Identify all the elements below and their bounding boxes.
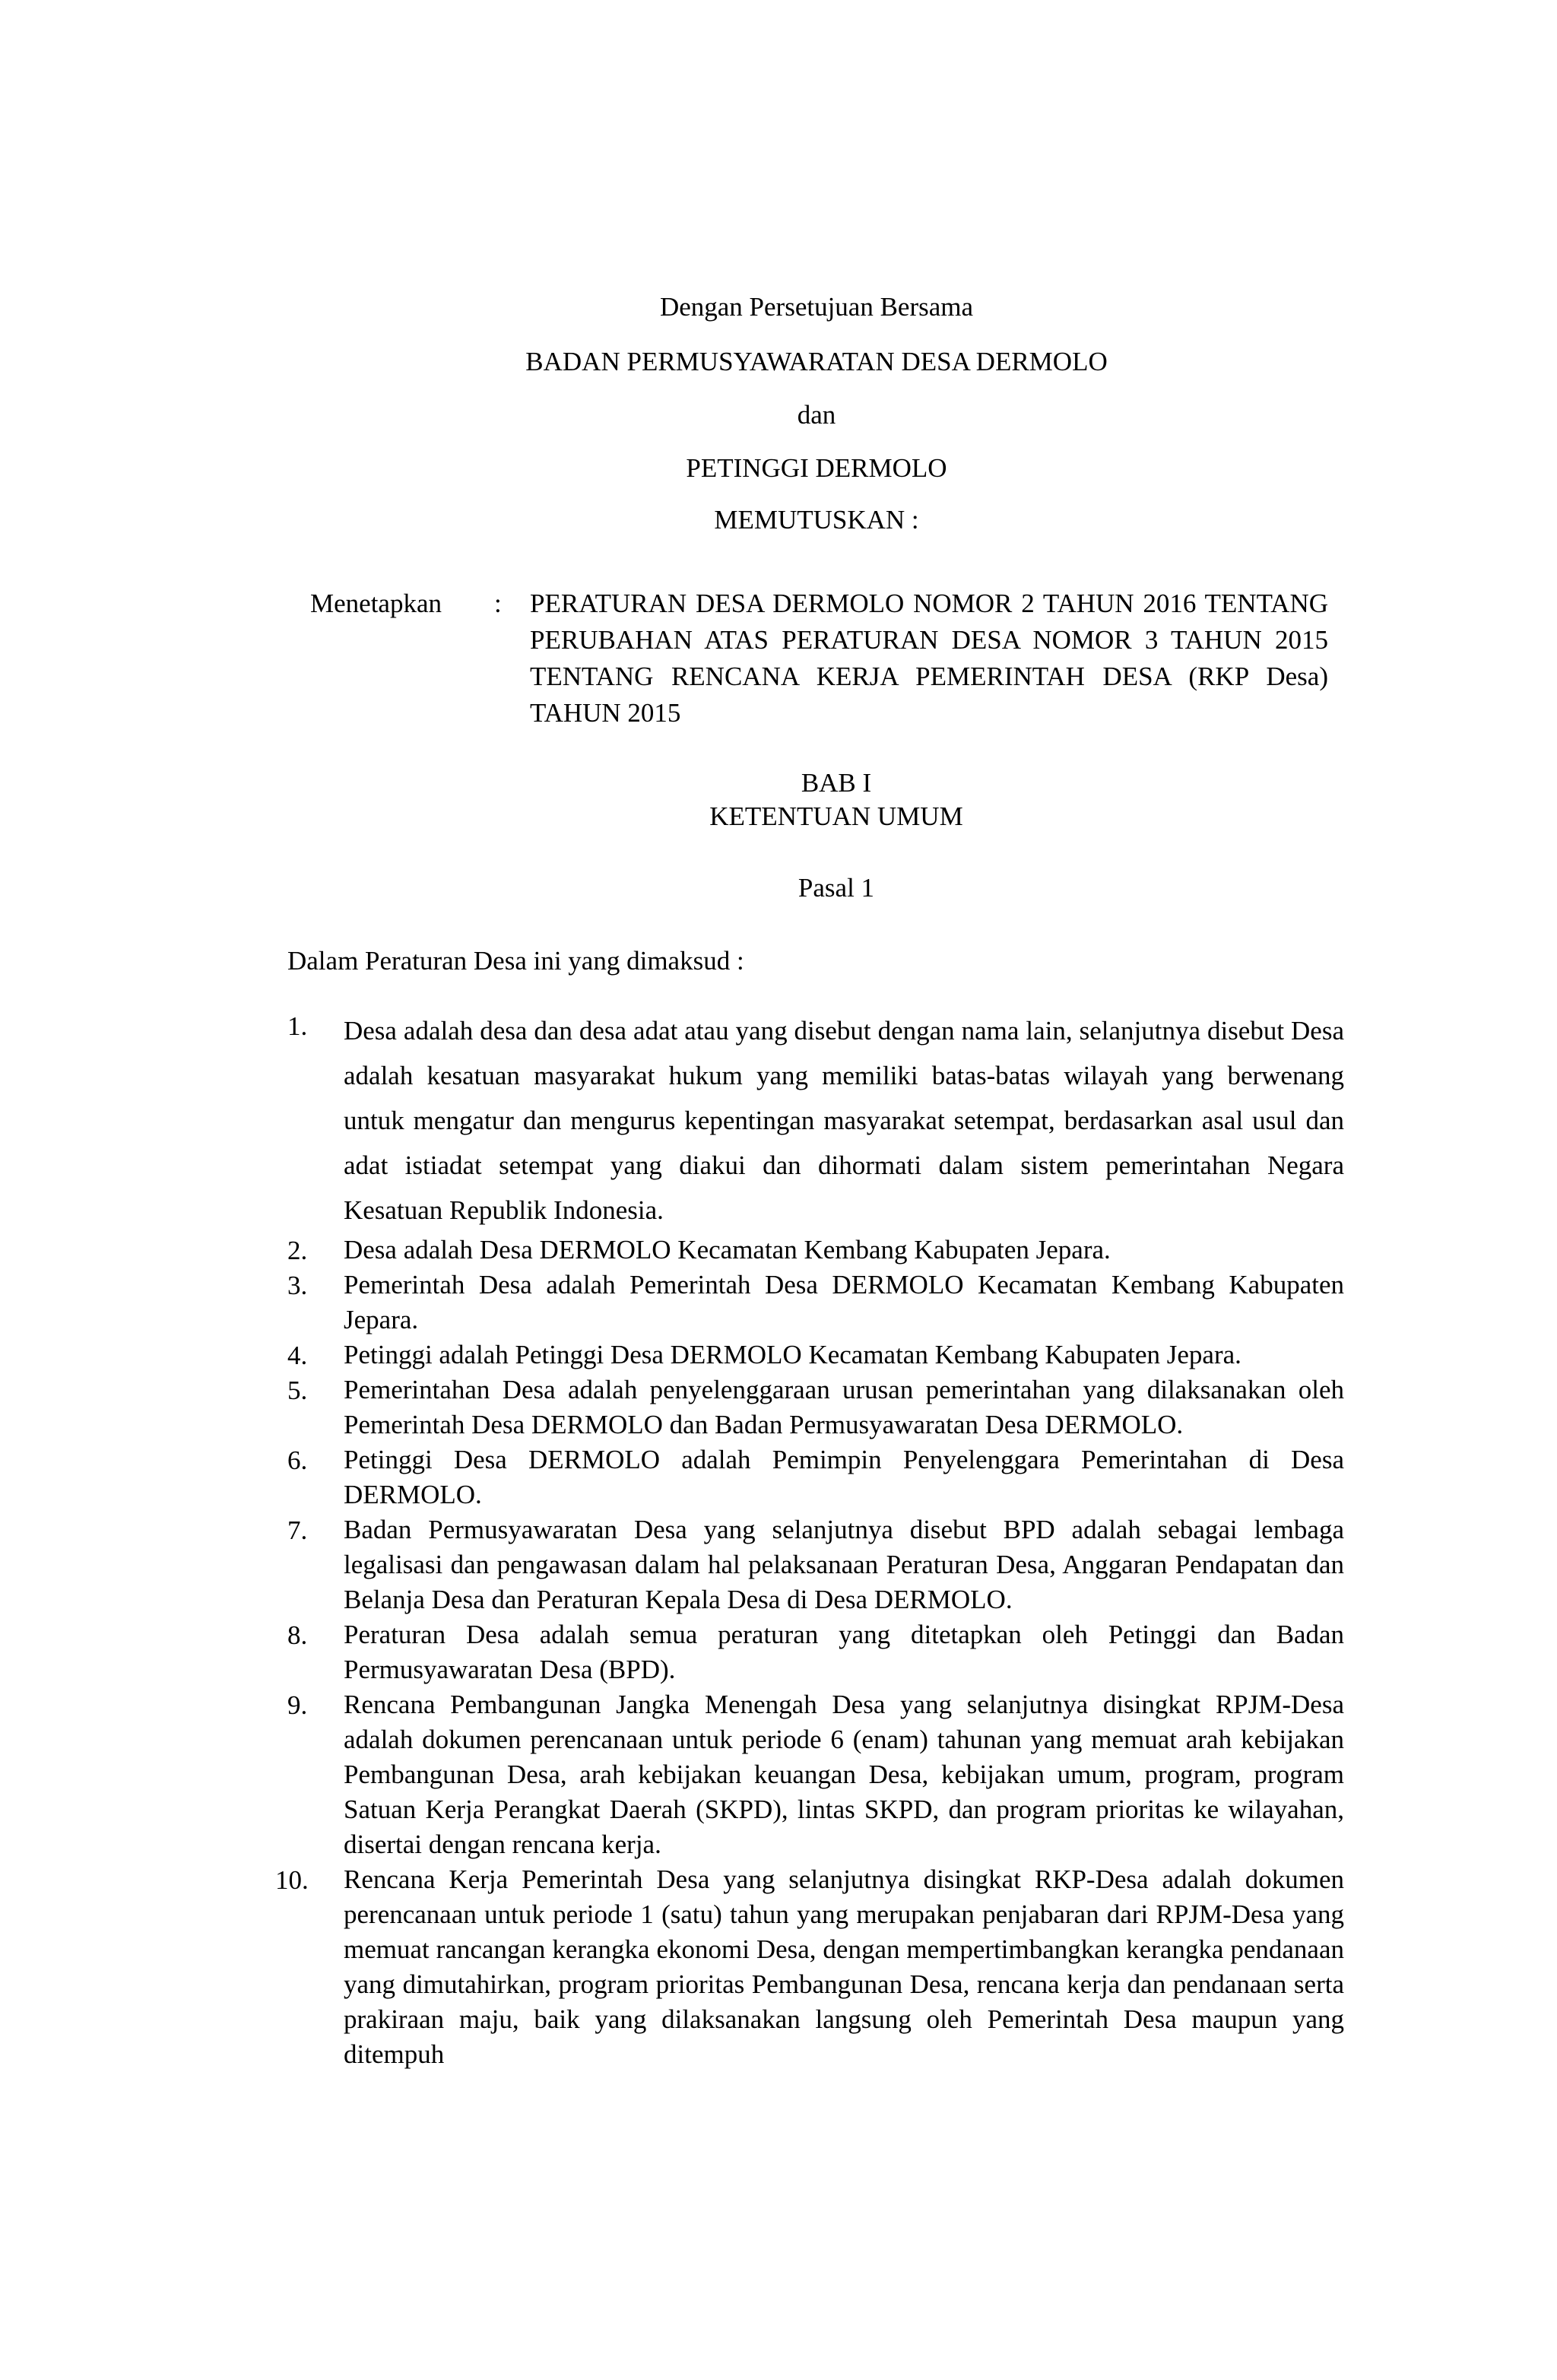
list-item xyxy=(0,1268,1344,1338)
item-text: Desa adalah desa dan desa adat atau yang disebut dengan nama lain, selanjutnya disebut Desa adalah kesatuan masyarakat hukum yang memiliki batas-batas wilayah yang berwenang untuk mengatur dan mengurus kepentingan masyarakat setempat, berdasarkan asal usul dan adat istiadat setempat yang diakui dan dihormati dalam sistem pemerintahan Negara Kesatuan Republik Indonesia. xyxy=(344,1016,1344,1225)
item-text: Desa adalah Desa DERMOLO Kecamatan Kembang Kabupaten Jepara. xyxy=(344,1235,1111,1265)
list-item xyxy=(0,1862,1344,2072)
item-number: 9. xyxy=(287,1690,308,1720)
bab-heading: BAB I xyxy=(801,768,872,798)
dan-line: dan xyxy=(797,400,836,430)
item-number: 7. xyxy=(287,1515,308,1545)
list-item xyxy=(0,1442,1344,1512)
list-item xyxy=(0,1617,1344,1687)
item-number: 6. xyxy=(287,1445,308,1475)
item-text: Rencana Kerja Pemerintah Desa yang selanjutnya disingkat RKP-Desa adalah dokumen perencanaan untuk periode 1 (satu) tahun yang merupakan penjabaran dari RPJM-Desa yang memuat rancangan kerangka ekonomi Desa, dengan mempertimbangkan kerangka pendanaan yang dimutahirkan, program prioritas Pembangunan Desa, rencana kerja dan pendanaan serta prakiraan maju, baik yang dilaksanakan langsung oleh Pemerintah Desa maupun yang ditempuh xyxy=(344,1864,1344,2069)
item-number: 1. xyxy=(287,1011,308,1041)
item-text: Pemerintah Desa adalah Pemerintah Desa DERMOLO Kecamatan Kembang Kabupaten Jepara. xyxy=(344,1270,1344,1334)
item-number: 8. xyxy=(287,1620,308,1650)
bab-title: KETENTUAN UMUM xyxy=(709,801,963,831)
item-text: Peraturan Desa adalah semua peraturan yang ditetapkan oleh Petinggi dan Badan Permusyawaratan Desa (BPD). xyxy=(344,1620,1344,1684)
menetapkan-text: PERATURAN DESA DERMOLO NOMOR 2 TAHUN 2016 TENTANG PERUBAHAN ATAS PERATURAN DESA NOMOR 3 TAHUN 2015 TENTANG RENCANA KERJA PEMERINTAH DESA (RKP Desa) TAHUN 2015 xyxy=(530,589,1328,728)
list-item xyxy=(0,1338,1344,1372)
item-text: Rencana Pembangunan Jangka Menengah Desa yang selanjutnya disingkat RPJM-Desa adalah dokumen perencanaan untuk periode 6 (enam) tahunan yang memuat arah kebijakan Pembangunan Desa, arah kebijakan keuangan Desa, kebijakan umum, program, program Satuan Kerja Perangkat Daerah (SKPD), lintas SKPD, dan program prioritas ke wilayahan, disertai dengan rencana kerja. xyxy=(344,1690,1344,1859)
menetapkan-label: Menetapkan xyxy=(310,589,442,618)
item-text: Petinggi Desa DERMOLO adalah Pemimpin Penyelenggara Pemerintahan di Desa DERMOLO. xyxy=(344,1445,1344,1509)
list-item xyxy=(0,1233,1344,1268)
persetujuan-line: Dengan Persetujuan Bersama xyxy=(659,292,974,322)
pasal-heading: Pasal 1 xyxy=(798,873,875,903)
definitions-list xyxy=(0,1008,1344,2072)
memutuskan-heading: MEMUTUSKAN : xyxy=(714,505,919,535)
item-number: 4. xyxy=(287,1341,308,1370)
item-number: 3. xyxy=(287,1271,308,1300)
list-item xyxy=(0,1687,1344,1862)
list-item xyxy=(0,1008,1344,1233)
item-number: 10. xyxy=(275,1865,309,1895)
item-text: Badan Permusyawaratan Desa yang selanjutnya disebut BPD adalah sebagai lembaga legalisasi dan pengawasan dalam hal pelaksanaan Peraturan Desa, Anggaran Pendapatan dan Belanja Desa dan Peraturan Kepala Desa di Desa DERMOLO. xyxy=(344,1515,1344,1614)
list-item xyxy=(0,1372,1344,1442)
item-text: Pemerintahan Desa adalah penyelenggaraan urusan pemerintahan yang dilaksanakan oleh Pemerintah Desa DERMOLO dan Badan Permusyawaratan Desa DERMOLO. xyxy=(344,1375,1344,1439)
intro-text: Dalam Peraturan Desa ini yang dimaksud : xyxy=(287,946,744,976)
item-number: 5. xyxy=(287,1376,308,1405)
item-number: 2. xyxy=(287,1236,308,1265)
item-text: Petinggi adalah Petinggi Desa DERMOLO Kecamatan Kembang Kabupaten Jepara. xyxy=(344,1340,1241,1369)
list-item xyxy=(0,1512,1344,1617)
petinggi-line: PETINGGI DERMOLO xyxy=(686,453,947,483)
menetapkan-colon: : xyxy=(494,589,502,618)
bpd-line: BADAN PERMUSYAWARATAN DESA DERMOLO xyxy=(525,347,1108,376)
